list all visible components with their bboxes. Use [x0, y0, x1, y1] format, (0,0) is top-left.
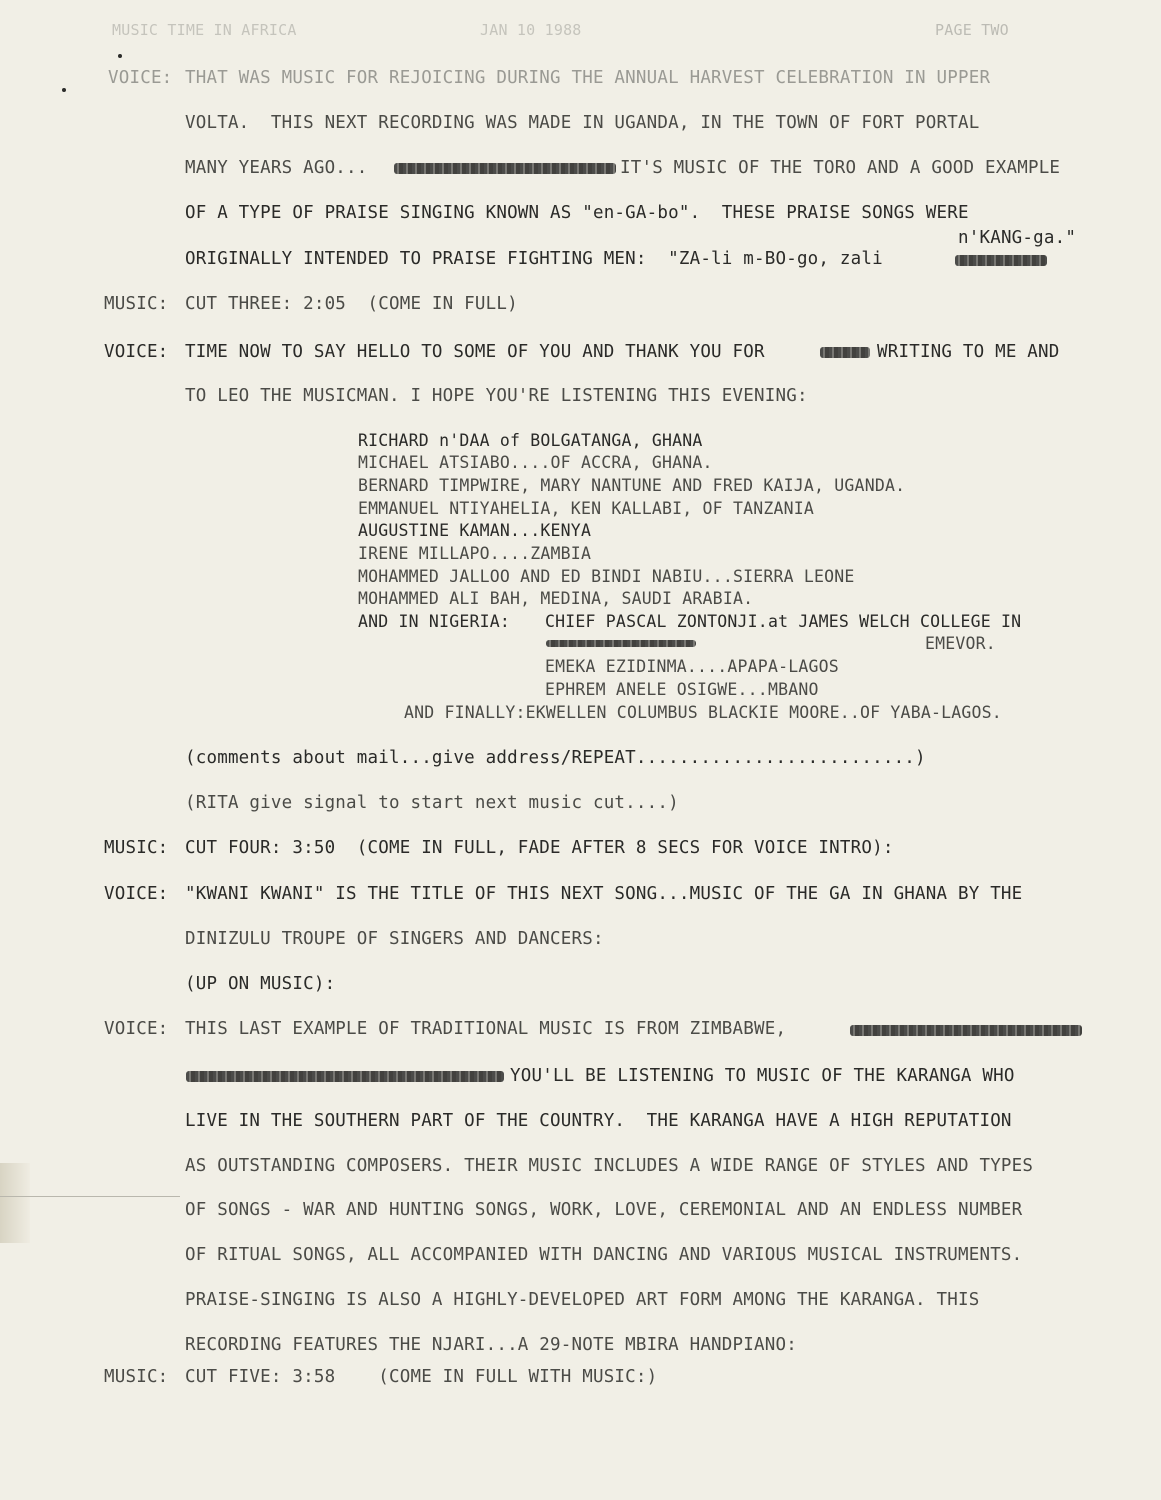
- script-line: YOU'LL BE LISTENING TO MUSIC OF THE KARANGA WHO: [510, 1066, 1015, 1086]
- speaker-label: MUSIC:: [104, 838, 169, 858]
- redaction-mark: [394, 163, 616, 174]
- listener-name: EMEVOR.: [925, 634, 996, 653]
- script-line: RECORDING FEATURES THE NJARI...A 29-NOTE MBIRA HANDPIANO:: [185, 1335, 797, 1355]
- script-line: CUT FOUR: 3:50 (COME IN FULL, FADE AFTER 8 SECS FOR VOICE INTRO):: [185, 838, 894, 858]
- script-line: OF RITUAL SONGS, ALL ACCOMPANIED WITH DANCING AND VARIOUS MUSICAL INSTRUMENTS.: [185, 1245, 1023, 1265]
- listener-name: EMMANUEL NTIYAHELIA, KEN KALLABI, OF TANZANIA: [358, 499, 815, 518]
- listener-name: RICHARD n'DAA of BOLGATANGA, GHANA: [358, 431, 703, 450]
- handwritten-pronunciation: n'KANG-ga.": [958, 228, 1077, 248]
- listener-name: BERNARD TIMPWIRE, MARY NANTUNE AND FRED KAIJA, UGANDA.: [358, 476, 906, 495]
- listener-name: AUGUSTINE KAMAN...KENYA: [358, 521, 592, 540]
- listener-name: CHIEF PASCAL ZONTONJI.at JAMES WELCH COLLEGE IN: [545, 612, 1022, 631]
- listener-name: MOHAMMED JALLOO AND ED BINDI NABIU...SIERRA LEONE: [358, 567, 855, 586]
- listener-name: MOHAMMED ALI BAH, MEDINA, SAUDI ARABIA.: [358, 589, 754, 608]
- production-note: (comments about mail...give address/REPEAT..........................): [185, 748, 926, 768]
- listener-name: IRENE MILLAPO....ZAMBIA: [358, 544, 592, 563]
- ink-dot: [62, 88, 66, 92]
- script-line: IT'S MUSIC OF THE TORO AND A GOOD EXAMPLE: [620, 158, 1061, 178]
- script-line: OF A TYPE OF PRAISE SINGING KNOWN AS "en-GA-bo". THESE PRAISE SONGS WERE: [185, 203, 969, 223]
- redaction-mark: [820, 347, 870, 358]
- script-line: TIME NOW TO SAY HELLO TO SOME OF YOU AND THANK YOU FOR: [185, 342, 765, 362]
- listener-name: AND FINALLY:EKWELLEN COLUMBUS BLACKIE MOORE..OF YABA-LAGOS.: [404, 703, 1002, 722]
- script-line: "KWANI KWANI" IS THE TITLE OF THIS NEXT SONG...MUSIC OF THE GA IN GHANA BY THE: [185, 884, 1023, 904]
- listener-name: EMEKA EZIDINMA....APAPA-LAGOS: [545, 657, 839, 676]
- speaker-label: VOICE:: [104, 1019, 169, 1039]
- redaction-mark: [186, 1071, 504, 1082]
- script-line: OF SONGS - WAR AND HUNTING SONGS, WORK, LOVE, CEREMONIAL AND AN ENDLESS NUMBER: [185, 1200, 1023, 1220]
- speaker-label: MUSIC:: [104, 1367, 169, 1387]
- header-page: PAGE TWO: [935, 21, 1009, 39]
- header-date: JAN 10 1988: [480, 21, 582, 39]
- listener-name: MICHAEL ATSIABO....OF ACCRA, GHANA.: [358, 453, 713, 472]
- script-line: MANY YEARS AGO...: [185, 158, 368, 178]
- redaction-mark: [955, 255, 1047, 266]
- script-line: DINIZULU TROUPE OF SINGERS AND DANCERS:: [185, 929, 604, 949]
- script-line: THIS LAST EXAMPLE OF TRADITIONAL MUSIC IS FROM ZIMBABWE,: [185, 1019, 787, 1039]
- header-left: MUSIC TIME IN AFRICA: [112, 21, 297, 39]
- script-line: THAT WAS MUSIC FOR REJOICING DURING THE ANNUAL HARVEST CELEBRATION IN UPPER: [185, 68, 991, 88]
- script-line: (UP ON MUSIC):: [185, 974, 336, 994]
- script-line: ORIGINALLY INTENDED TO PRAISE FIGHTING MEN: "ZA-li m-BO-go, zali: [185, 249, 883, 269]
- speaker-label: MUSIC:: [104, 294, 169, 314]
- ink-dot: [118, 54, 122, 58]
- script-line: PRAISE-SINGING IS ALSO A HIGHLY-DEVELOPED ART FORM AMONG THE KARANGA. THIS: [185, 1290, 980, 1310]
- listener-name: EPHREM ANELE OSIGWE...MBANO: [545, 680, 819, 699]
- script-line: AS OUTSTANDING COMPOSERS. THEIR MUSIC INCLUDES A WIDE RANGE OF STYLES AND TYPES: [185, 1156, 1034, 1176]
- script-line: WRITING TO ME AND: [877, 342, 1060, 362]
- paper-fold-shadow: [0, 1163, 30, 1243]
- speaker-label: VOICE:: [104, 342, 169, 362]
- redaction-mark: [546, 640, 696, 647]
- redaction-mark: [850, 1025, 1082, 1036]
- speaker-label: VOICE:: [104, 884, 169, 904]
- production-note: (RITA give signal to start next music cut....): [185, 793, 679, 813]
- script-line: CUT THREE: 2:05 (COME IN FULL): [185, 294, 518, 314]
- listener-name: AND IN NIGERIA:: [358, 612, 511, 631]
- script-line: LIVE IN THE SOUTHERN PART OF THE COUNTRY. THE KARANGA HAVE A HIGH REPUTATION: [185, 1111, 1012, 1131]
- paper-fold-line: [0, 1196, 180, 1197]
- script-line: VOLTA. THIS NEXT RECORDING WAS MADE IN UGANDA, IN THE TOWN OF FORT PORTAL: [185, 113, 980, 133]
- script-line: TO LEO THE MUSICMAN. I HOPE YOU'RE LISTENING THIS EVENING:: [185, 386, 808, 406]
- speaker-label: VOICE:: [108, 68, 173, 88]
- script-line: CUT FIVE: 3:58 (COME IN FULL WITH MUSIC:): [185, 1367, 658, 1387]
